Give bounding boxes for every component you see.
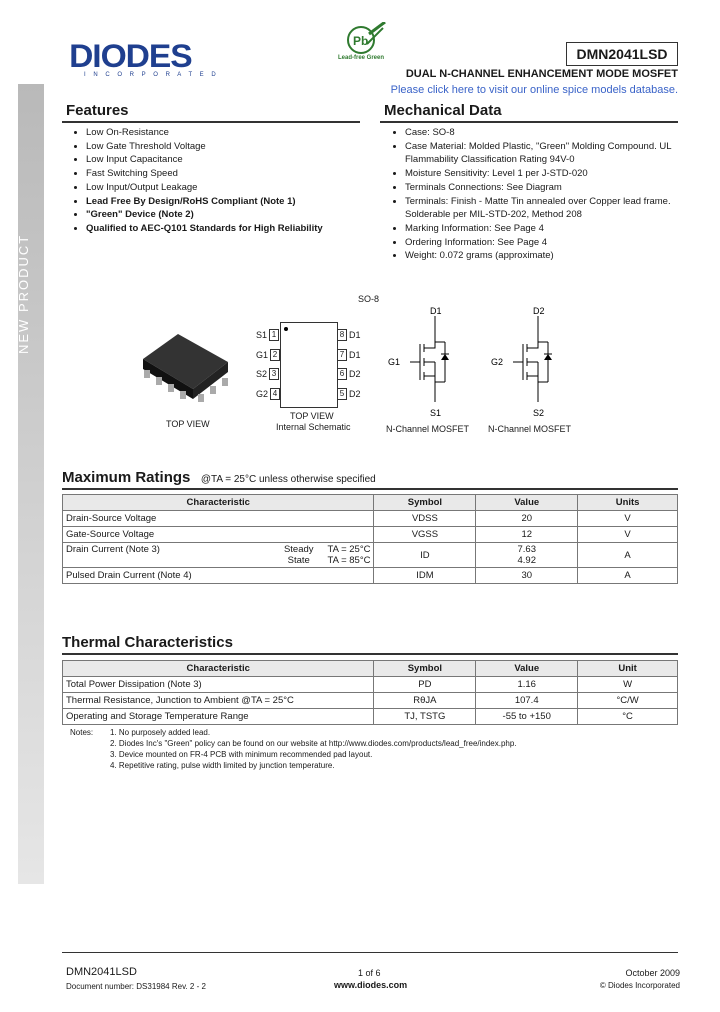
- mosfet-2-symbol: [483, 302, 573, 422]
- cell: 30: [476, 568, 578, 584]
- pin-number: 2: [270, 349, 280, 361]
- drain-current-label: Drain Current (Note 3): [66, 544, 160, 555]
- pb-mark: Pb: [353, 34, 369, 48]
- footer-page: 1 of 6: [358, 968, 381, 978]
- footer-divider: [62, 952, 678, 953]
- pin-left: [256, 329, 279, 341]
- mosfet-1-label: N-Channel MOSFET: [386, 424, 470, 434]
- table-row: [63, 543, 678, 568]
- pin-number: 8: [337, 329, 347, 341]
- sidebar-label: NEW PRODUCT: [16, 233, 31, 354]
- package-label: SO-8: [358, 294, 380, 304]
- cell: Thermal Resistance, Junction to Ambient @TA = 25°C: [63, 693, 374, 709]
- pin-left: [256, 388, 280, 400]
- col-unit: Unit: [578, 661, 678, 677]
- pin-number: 6: [337, 368, 347, 380]
- cell: RθJA: [374, 693, 476, 709]
- footer-site-link[interactable]: www.diodes.com: [334, 980, 408, 990]
- col-characteristic: Characteristic: [63, 495, 374, 511]
- pin-left: [256, 368, 279, 380]
- cell: V: [578, 511, 678, 527]
- cell: V: [578, 527, 678, 543]
- thermal-header: [63, 661, 678, 677]
- table-row: [63, 693, 678, 709]
- mechanical-item: • Case: SO-8: [405, 126, 700, 140]
- mechanical-item: • Case Material: Molded Plastic, "Green" Molding Compound. UL Flammability Classification Rating 94V-0: [405, 140, 700, 167]
- spice-models-link[interactable]: Please click here to visit our online spice models database.: [390, 84, 678, 96]
- col-units: Units: [578, 495, 678, 511]
- cell: °C/W: [578, 693, 678, 709]
- mosfet-1-source: S1: [430, 408, 442, 418]
- pin-label: D1: [349, 349, 361, 360]
- features-divider: [62, 121, 360, 123]
- cell: 12: [476, 527, 578, 543]
- features-heading: Features: [66, 102, 129, 119]
- note-item: 4. Repetitive rating, pulse width limited by junction temperature.: [110, 761, 335, 770]
- col-symbol: Symbol: [374, 661, 476, 677]
- notes-block: [70, 727, 517, 771]
- table-row: [63, 677, 678, 693]
- cell: PD: [374, 677, 476, 693]
- pin1-marker: [284, 327, 288, 331]
- col-value: Value: [476, 495, 578, 511]
- schematic-caption: Internal Schematic: [276, 422, 351, 432]
- cell: °C: [578, 709, 678, 725]
- pin-right: [337, 388, 361, 400]
- cell: Pulsed Drain Current (Note 4): [63, 568, 374, 584]
- temp-2: TA = 85°C: [327, 555, 371, 566]
- cell: ID: [374, 543, 476, 568]
- cell: VDSS: [374, 511, 476, 527]
- mechanical-item: • Weight: 0.072 grams (approximate): [405, 249, 700, 263]
- mosfet-2-label: N-Channel MOSFET: [488, 424, 572, 434]
- top-view-label: TOP VIEW: [166, 419, 210, 429]
- col-symbol: Symbol: [374, 495, 476, 511]
- value-2: 4.92: [517, 555, 536, 566]
- cell: Total Power Dissipation (Note 3): [63, 677, 374, 693]
- cell: 20: [476, 511, 578, 527]
- max-ratings-header: [63, 495, 678, 511]
- features-list: [64, 126, 386, 236]
- pin-number: 5: [337, 388, 347, 400]
- diodes-logo-sub: I N C O R P O R A T E D: [84, 72, 219, 78]
- mechanical-list: [383, 126, 700, 263]
- feature-item: • "Green" Device (Note 2): [86, 208, 386, 222]
- mosfet-1-drain: D1: [430, 306, 442, 316]
- cell: [476, 543, 578, 568]
- diodes-logo: DIODES: [69, 38, 192, 74]
- pin-label: D1: [349, 330, 361, 340]
- footer-part: DMN2041LSD: [66, 966, 137, 978]
- pin-label: D2: [349, 388, 361, 399]
- table-row: [63, 527, 678, 543]
- pin-number: 3: [269, 368, 279, 380]
- mosfet-2-drain: D2: [533, 306, 545, 316]
- cell: TJ, TSTG: [374, 709, 476, 725]
- cell: 1.16: [476, 677, 578, 693]
- feature-item: • Low Input Capacitance: [86, 153, 386, 167]
- max-ratings-divider: [62, 488, 678, 490]
- cell: Operating and Storage Temperature Range: [63, 709, 374, 725]
- pin-label: G2: [256, 388, 269, 399]
- page-subtitle: DUAL N-CHANNEL ENHANCEMENT MODE MOSFET: [405, 68, 678, 80]
- max-ratings-heading: Maximum Ratings: [62, 469, 191, 486]
- max-ratings-heading-row: [62, 469, 376, 487]
- so8-package-drawing: [138, 324, 234, 414]
- temp-1: TA = 25°C: [327, 544, 371, 555]
- footer-doc: Document number: DS31984 Rev. 2 - 2: [66, 982, 206, 991]
- col-characteristic: Characteristic: [63, 661, 374, 677]
- note-item: 1. No purposely added lead.: [110, 728, 211, 737]
- pin-label: G1: [256, 349, 269, 360]
- feature-item: • Low Input/Output Leakage: [86, 181, 386, 195]
- value-1: 7.63: [517, 544, 536, 555]
- mechanical-heading: Mechanical Data: [384, 102, 502, 119]
- cell: Gate-Source Voltage: [63, 527, 374, 543]
- new-product-sidebar: [18, 84, 44, 884]
- mechanical-item: • Ordering Information: See Page 4: [405, 236, 700, 250]
- table-row: [63, 511, 678, 527]
- mechanical-item: • Marking Information: See Page 4: [405, 222, 700, 236]
- cell: A: [578, 568, 678, 584]
- note-item: 2. Diodes Inc's "Green" policy can be found on our website at http://www.diodes.com/products/lead_free/index.php.: [110, 739, 517, 748]
- pin-number: 7: [337, 349, 347, 361]
- cell: -55 to +150: [476, 709, 578, 725]
- mosfet-1-gate: G1: [388, 357, 401, 367]
- cond-b: State: [287, 555, 310, 566]
- feature-item: • Fast Switching Speed: [86, 167, 386, 181]
- mosfet-1-symbol: [380, 302, 470, 422]
- pin-number: 1: [269, 329, 279, 341]
- table-row: [63, 568, 678, 584]
- max-ratings-condition: @TA = 25°C unless otherwise specified: [200, 474, 376, 485]
- feature-item: • Low On-Resistance: [86, 126, 386, 140]
- part-number-box: DMN2041LSD: [566, 42, 678, 66]
- max-ratings-table: [62, 494, 678, 584]
- mechanical-item: • Moisture Sensitivity: Level 1 per J-STD-020: [405, 167, 700, 181]
- mosfet-2-source: S2: [533, 408, 545, 418]
- mosfet-2-gate: G2: [491, 357, 504, 367]
- footer-date: October 2009: [625, 968, 680, 978]
- mechanical-item: • Terminals Connections: See Diagram: [405, 181, 700, 195]
- mechanical-divider: [380, 121, 678, 123]
- col-value: Value: [476, 661, 578, 677]
- mechanical-item: • Terminals: Finish - Matte Tin annealed over Copper lead frame. Solderable per MIL-STD-202, Method 208: [405, 195, 700, 222]
- notes-label: Notes:: [70, 728, 94, 737]
- feature-item: • Low Gate Threshold Voltage: [86, 140, 386, 154]
- table-row: [63, 709, 678, 725]
- pin-label: S2: [256, 369, 268, 379]
- cell: 107.4: [476, 693, 578, 709]
- feature-item: • Qualified to AEC-Q101 Standards for High Reliability: [86, 222, 386, 236]
- pin-right: [337, 349, 361, 361]
- notes-list: [110, 727, 517, 771]
- note-item: 3. Device mounted on FR-4 PCB with minimum recommended pad layout.: [110, 750, 373, 759]
- footer-copyright: © Diodes Incorporated: [599, 981, 680, 990]
- cell: [63, 543, 374, 568]
- cond-a: Steady: [283, 544, 314, 555]
- thermal-heading: Thermal Characteristics: [62, 634, 233, 651]
- cell: Drain-Source Voltage: [63, 511, 374, 527]
- pin-label: D2: [349, 369, 361, 379]
- pin-right: [337, 329, 361, 341]
- pin-number: 4: [270, 388, 280, 400]
- cell: IDM: [374, 568, 476, 584]
- thermal-divider: [62, 653, 678, 655]
- schematic-top-view: TOP VIEW: [290, 411, 334, 421]
- pin-right: [337, 368, 361, 380]
- pin-label: S1: [256, 330, 268, 340]
- pin-left: [256, 349, 280, 361]
- feature-item: • Lead Free By Design/RoHS Compliant (Note 1): [86, 195, 386, 209]
- pinout-body: [280, 322, 338, 408]
- cell: A: [578, 543, 678, 568]
- cell: W: [578, 677, 678, 693]
- thermal-table: [62, 660, 678, 725]
- lead-free-label: Lead-free Green: [338, 55, 385, 61]
- cell: VGSS: [374, 527, 476, 543]
